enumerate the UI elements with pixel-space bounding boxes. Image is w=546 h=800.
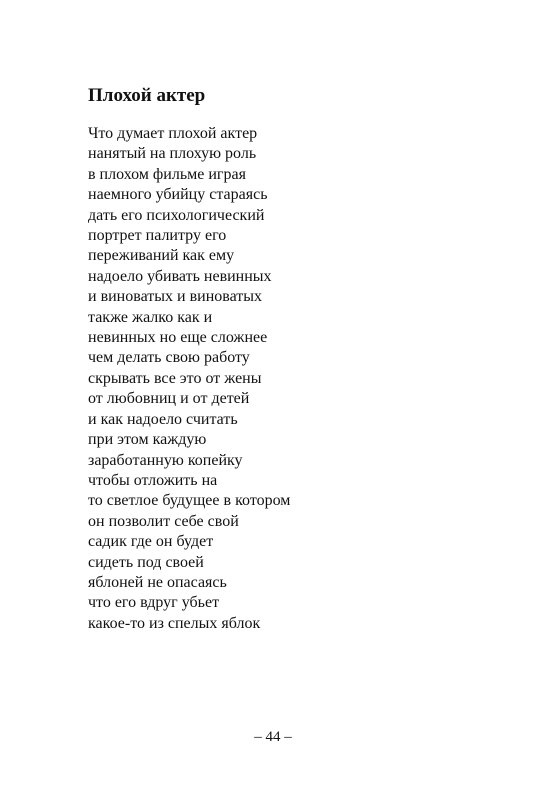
poem-line: и как надоело считать bbox=[88, 410, 238, 428]
poem-line: при этом каждую bbox=[88, 431, 207, 449]
poem-line: наемного убийцу стараясь bbox=[88, 186, 268, 204]
poem-line: Что думает плохой актер bbox=[88, 125, 258, 142]
poem-line: переживаний как ему bbox=[88, 247, 235, 265]
poem-line: портрет палитру его bbox=[88, 227, 227, 245]
page-number: – 44 – bbox=[254, 729, 292, 745]
poem-line: и виноватых и виноватых bbox=[88, 288, 263, 306]
poem-line: невинных но еще сложнее bbox=[88, 329, 268, 347]
poem-line: яблоней не опасаясь bbox=[88, 573, 227, 591]
poem-line: сидеть под своей bbox=[88, 553, 204, 571]
poem-line: скрывать все это от жены bbox=[88, 369, 262, 387]
poem-line: чем делать свою работу bbox=[88, 349, 250, 367]
poem-line: нанятый на плохую роль bbox=[88, 145, 257, 163]
poem-line: что его вдруг убьет bbox=[88, 594, 220, 612]
poem-line: также жалко как и bbox=[88, 308, 213, 326]
poem-title: Плохой актер bbox=[88, 85, 206, 106]
poem-line: он позволит себе свой bbox=[88, 512, 239, 530]
poem-line: какое-то из спелых яблок bbox=[88, 614, 261, 632]
poem-line: дать его психологический bbox=[88, 206, 265, 224]
poem-line: от любовниц и от детей bbox=[88, 390, 250, 408]
poem-line: в плохом фильме играя bbox=[88, 165, 246, 183]
poem-line: надоело убивать невинных bbox=[88, 267, 272, 285]
poem-text bbox=[88, 124, 290, 634]
poem-line: чтобы отложить на bbox=[88, 471, 218, 489]
poem-line: заработанную копейку bbox=[88, 451, 243, 469]
poem-line: садик где он будет bbox=[88, 533, 214, 551]
poem-line: то светлое будущее в котором bbox=[88, 492, 291, 510]
